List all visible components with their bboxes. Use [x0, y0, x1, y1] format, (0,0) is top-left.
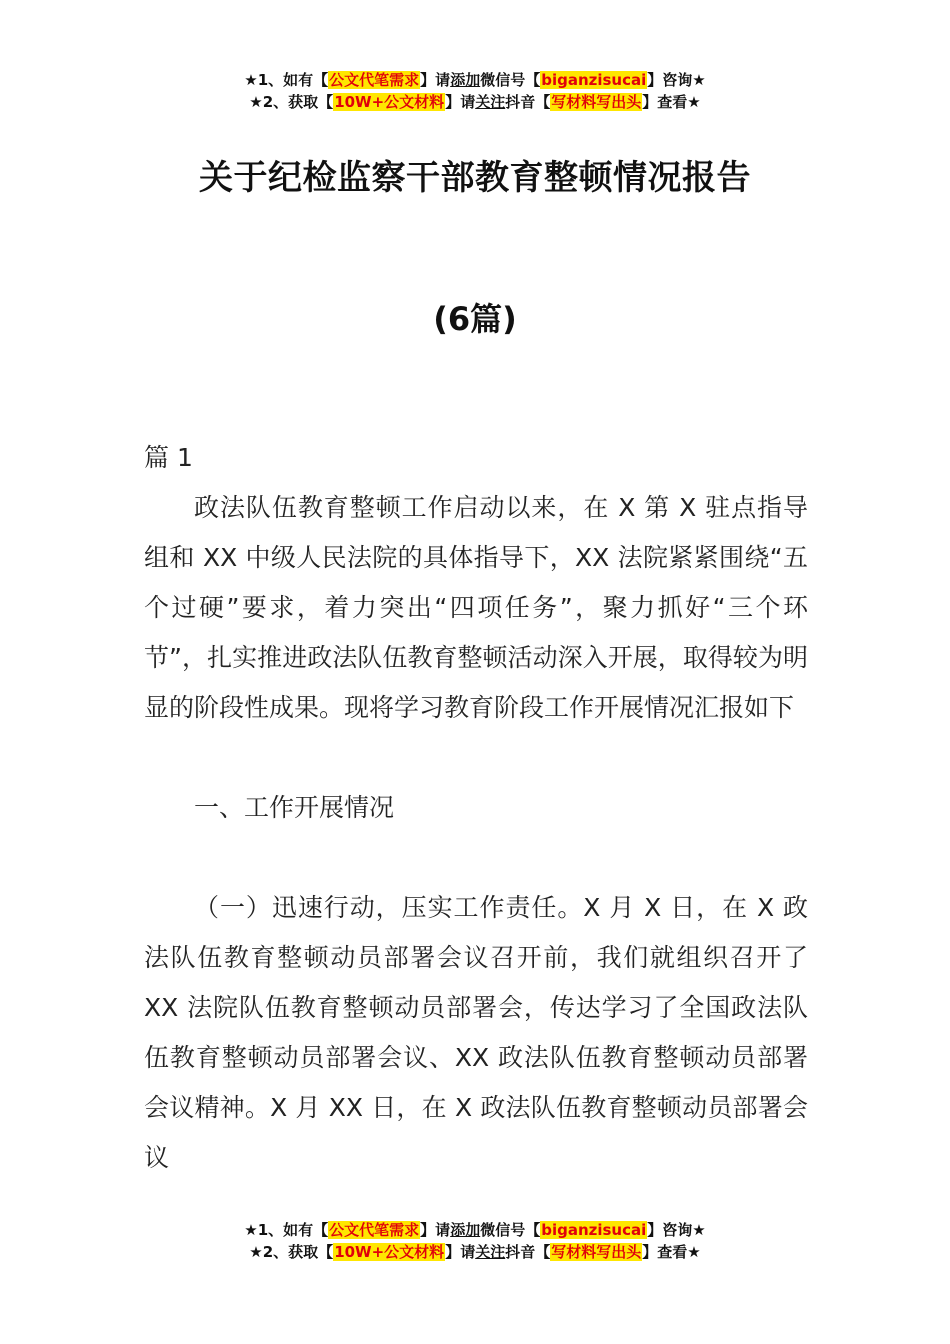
footer-line-2-suffix: 】查看★ [642, 1243, 701, 1261]
footer-banner [0, 1219, 950, 1263]
banner-line-1-emphasis: 添加 [450, 71, 481, 89]
footer-line-1-prefix: ★1、如有【 [244, 1221, 329, 1239]
banner-line-1-mid2: 微信号【 [480, 71, 541, 89]
footer-line-1-highlight-wechat: biganzisucai [541, 1221, 647, 1239]
banner-line-2-prefix: ★2、获取【 [249, 93, 334, 111]
body-paragraph: （一）迅速行动，压实工作责任。X 月 X 日，在 X 政法队伍教育整顿动员部署会议召开前，我们就组织召开了 XX 法院队伍教育整顿动员部署会，传达学习了全国政法队伍教育整顿动员部署会议、XX 政法队伍教育整顿动员部署会议精神。X 月 XX 日，在 X 政法队伍教育整顿动员部署会议 [144, 893, 808, 1172]
section-label: 篇 1 [144, 443, 193, 472]
document-title: 关于纪检监察干部教育整顿情况报告 [199, 158, 751, 198]
document-subtitle: (6篇) [433, 300, 517, 338]
footer-line-2-emphasis: 关注 [475, 1243, 506, 1261]
footer-line-1-suffix: 】咨询★ [647, 1221, 706, 1239]
banner-line-2-mid2: 抖音【 [505, 93, 551, 111]
intro-paragraph: 政法队伍教育整顿工作启动以来，在 X 第 X 驻点指导组和 XX 中级人民法院的具体指导下，XX 法院紧紧围绕“五个过硬”要求，着力突出“四项任务”，聚力抓好“三个环节”，扎实推进政法队伍教育整顿活动深入开展，取得较为明显的阶段性成果。现将学习教育阶段工作开展情况汇报如下 [144, 493, 808, 722]
footer-line-2 [0, 1241, 950, 1263]
footer-line-1-highlight-service: 公文代笔需求 [329, 1221, 420, 1239]
banner-line-2 [0, 91, 950, 113]
banner-line-1-suffix: 】咨询★ [647, 71, 706, 89]
document-body [144, 433, 808, 1183]
banner-line-2-highlight-douyin: 写材料写出头 [551, 93, 642, 111]
footer-line-2-highlight-douyin: 写材料写出头 [551, 1243, 642, 1261]
footer-line-2-mid: 】请 [445, 1243, 476, 1261]
spacer [144, 733, 808, 783]
banner-line-1-prefix: ★1、如有【 [244, 71, 329, 89]
footer-line-2-prefix: ★2、获取【 [249, 1243, 334, 1261]
banner-line-2-emphasis: 关注 [475, 93, 506, 111]
banner-line-1-highlight-service: 公文代笔需求 [329, 71, 420, 89]
banner-line-2-highlight-materials: 10W+公文材料 [334, 93, 445, 111]
header-banner [0, 69, 950, 113]
spacer [144, 833, 808, 883]
footer-line-2-mid2: 抖音【 [505, 1243, 551, 1261]
footer-line-1-mid: 】请 [420, 1221, 451, 1239]
banner-line-2-suffix: 】查看★ [642, 93, 701, 111]
footer-line-1 [0, 1219, 950, 1241]
footer-line-2-highlight-materials: 10W+公文材料 [334, 1243, 445, 1261]
banner-line-2-mid: 】请 [445, 93, 476, 111]
banner-line-1 [0, 69, 950, 91]
banner-line-1-mid: 】请 [420, 71, 451, 89]
footer-line-1-emphasis: 添加 [450, 1221, 481, 1239]
banner-line-1-highlight-wechat: biganzisucai [541, 71, 647, 89]
section-heading: 一、工作开展情况 [194, 793, 395, 822]
footer-line-1-mid2: 微信号【 [480, 1221, 541, 1239]
